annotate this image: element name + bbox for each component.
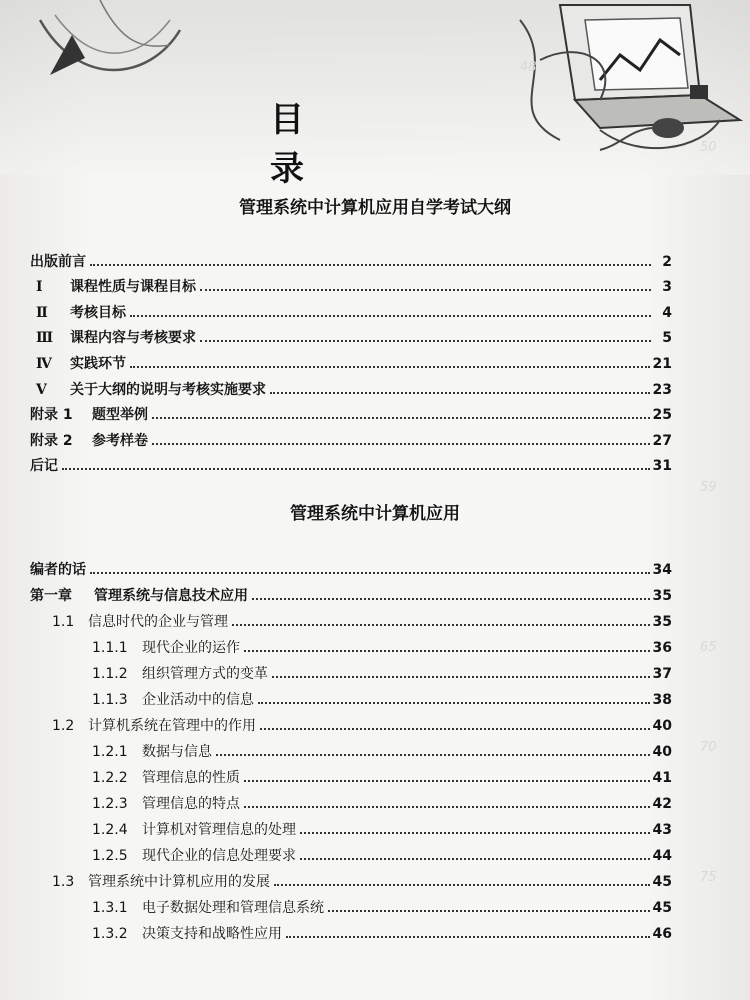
toc-entry[interactable]: 1.1 信息时代的企业与管理 35 xyxy=(52,614,672,630)
entry-number: Ⅴ xyxy=(36,381,47,398)
entry-number: 1.1.1 xyxy=(92,640,128,656)
bleedthrough-text: 70 xyxy=(700,740,717,755)
toc-entry[interactable]: 1.2.5 现代企业的信息处理要求 44 xyxy=(92,848,672,864)
entry-number: 1.2 xyxy=(52,718,75,734)
entry-number: 附录 2 xyxy=(30,432,73,449)
toc-entry[interactable]: 出版前言 2 xyxy=(30,253,672,270)
page-number: 40 xyxy=(652,744,672,760)
toc-entry[interactable]: 编者的话 34 xyxy=(30,562,672,578)
page-number: 21 xyxy=(652,355,672,372)
toc-entry[interactable]: Ⅰ 课程性质与课程目标 3 xyxy=(30,271,672,297)
decorative-header-art xyxy=(0,0,750,189)
toc-entry[interactable]: 1.1.2 组织管理方式的变革 37 xyxy=(92,666,672,682)
syllabus-toc xyxy=(30,245,672,475)
toc-entry[interactable]: 1.1.3 企业活动中的信息 38 xyxy=(92,692,672,708)
leader-dots xyxy=(258,702,650,704)
entry-number: Ⅱ xyxy=(36,304,48,321)
leader-dots xyxy=(252,598,650,600)
leader-dots xyxy=(286,936,650,938)
toc-entry[interactable]: 1.2.4 计算机对管理信息的处理 43 xyxy=(92,822,672,838)
bleedthrough-text: 48 xyxy=(520,60,537,75)
bleedthrough-text: 50 xyxy=(700,140,717,155)
page-number: 35 xyxy=(652,588,672,604)
entry-number: Ⅰ xyxy=(36,279,43,296)
toc-entry[interactable]: 1.2.2 管理信息的性质 41 xyxy=(92,770,672,786)
leader-dots xyxy=(62,468,650,470)
page-number: 45 xyxy=(652,900,672,916)
entry-number: 1.2.4 xyxy=(92,822,128,838)
page-title: 目 录 xyxy=(270,100,458,189)
book-heading: 管理系统中计算机应用 xyxy=(290,504,460,524)
leader-dots xyxy=(244,780,650,782)
entry-number: 1.2.2 xyxy=(92,770,128,786)
leader-dots xyxy=(300,832,650,834)
toc-entry[interactable]: Ⅳ 实践环节 21 xyxy=(30,347,672,373)
syllabus-heading: 管理系统中计算机应用自学考试大纲 xyxy=(239,198,511,218)
leader-dots xyxy=(200,289,651,291)
page-number: 41 xyxy=(652,770,672,786)
page-number: 2 xyxy=(662,253,672,270)
entry-number: 第一章 xyxy=(30,588,72,604)
toc-entry[interactable]: 附录 1 题型举例 25 xyxy=(30,407,672,424)
leader-dots xyxy=(130,366,650,368)
toc-entry[interactable]: 后记 31 xyxy=(30,458,672,475)
leader-dots xyxy=(200,340,651,342)
leader-dots xyxy=(328,910,650,912)
page-number: 38 xyxy=(652,692,672,708)
leader-dots xyxy=(130,315,651,317)
book-toc xyxy=(30,553,672,943)
toc-entry[interactable]: 1.3.1 电子数据处理和管理信息系统 45 xyxy=(92,900,672,916)
entry-number: 1.2.5 xyxy=(92,848,128,864)
entry-number: 1.3 xyxy=(52,874,75,890)
page-number: 5 xyxy=(662,330,672,347)
leader-dots xyxy=(270,392,650,394)
toc-entry[interactable]: 1.3 管理系统中计算机应用的发展 45 xyxy=(52,874,672,890)
leader-dots xyxy=(300,858,650,860)
entry-number: 1.1 xyxy=(52,614,75,630)
toc-entry[interactable]: Ⅴ 关于大纲的说明与考核实施要求 23 xyxy=(30,373,672,399)
toc-entry[interactable]: 第一章 管理系统与信息技术应用 35 xyxy=(30,588,672,604)
entry-number: 附录 1 xyxy=(30,407,73,424)
page-number: 40 xyxy=(652,718,672,734)
page-number: 27 xyxy=(652,432,672,449)
bleedthrough-text: 65 xyxy=(700,640,717,655)
toc-entry[interactable]: 附录 2 参考样卷 27 xyxy=(30,432,672,449)
entry-number: 1.2.3 xyxy=(92,796,128,812)
page-number: 34 xyxy=(652,562,672,578)
entry-number: 1.1.2 xyxy=(92,666,128,682)
page-number: 23 xyxy=(652,381,672,398)
leader-dots xyxy=(152,443,650,445)
page-number: 45 xyxy=(652,874,672,890)
leader-dots xyxy=(274,884,650,886)
toc-entry[interactable]: Ⅱ 考核目标 4 xyxy=(30,296,672,322)
page-number: 42 xyxy=(652,796,672,812)
toc-entry[interactable]: Ⅲ 课程内容与考核要求 5 xyxy=(30,322,672,348)
entry-number: 1.3.2 xyxy=(92,926,128,942)
page-number: 44 xyxy=(652,848,672,864)
toc-entry[interactable]: 1.2.1 数据与信息 40 xyxy=(92,744,672,760)
page-number: 35 xyxy=(652,614,672,630)
entry-number: Ⅳ xyxy=(36,355,52,372)
toc-entry[interactable]: 1.3.2 决策支持和战略性应用 46 xyxy=(92,926,672,942)
leader-dots xyxy=(244,806,650,808)
page-number: 37 xyxy=(652,666,672,682)
toc-entry[interactable]: 1.1.1 现代企业的运作 36 xyxy=(92,640,672,656)
page-number: 31 xyxy=(652,458,672,475)
leader-dots xyxy=(90,264,651,266)
page-number: 25 xyxy=(652,407,672,424)
leader-dots xyxy=(244,650,650,652)
leader-dots xyxy=(232,624,650,626)
page-number: 46 xyxy=(652,926,672,942)
toc-entry[interactable]: 1.2 计算机系统在管理中的作用 40 xyxy=(52,718,672,734)
leader-dots xyxy=(152,417,650,419)
bleedthrough-text: 59 xyxy=(700,480,717,495)
entry-number: 1.2.1 xyxy=(92,744,128,760)
leader-dots xyxy=(90,572,650,574)
entry-number: 1.1.3 xyxy=(92,692,128,708)
page-number: 4 xyxy=(662,304,672,321)
toc-entry[interactable]: 1.2.3 管理信息的特点 42 xyxy=(92,796,672,812)
bleedthrough-text: 75 xyxy=(700,870,717,885)
page-number: 36 xyxy=(652,640,672,656)
page-number: 43 xyxy=(652,822,672,838)
entry-number: Ⅲ xyxy=(36,330,54,347)
entry-number: 1.3.1 xyxy=(92,900,128,916)
leader-dots xyxy=(272,676,650,678)
disk-icon xyxy=(690,85,708,99)
leader-dots xyxy=(260,728,650,730)
page-number: 3 xyxy=(662,279,672,296)
leader-dots xyxy=(216,754,650,756)
